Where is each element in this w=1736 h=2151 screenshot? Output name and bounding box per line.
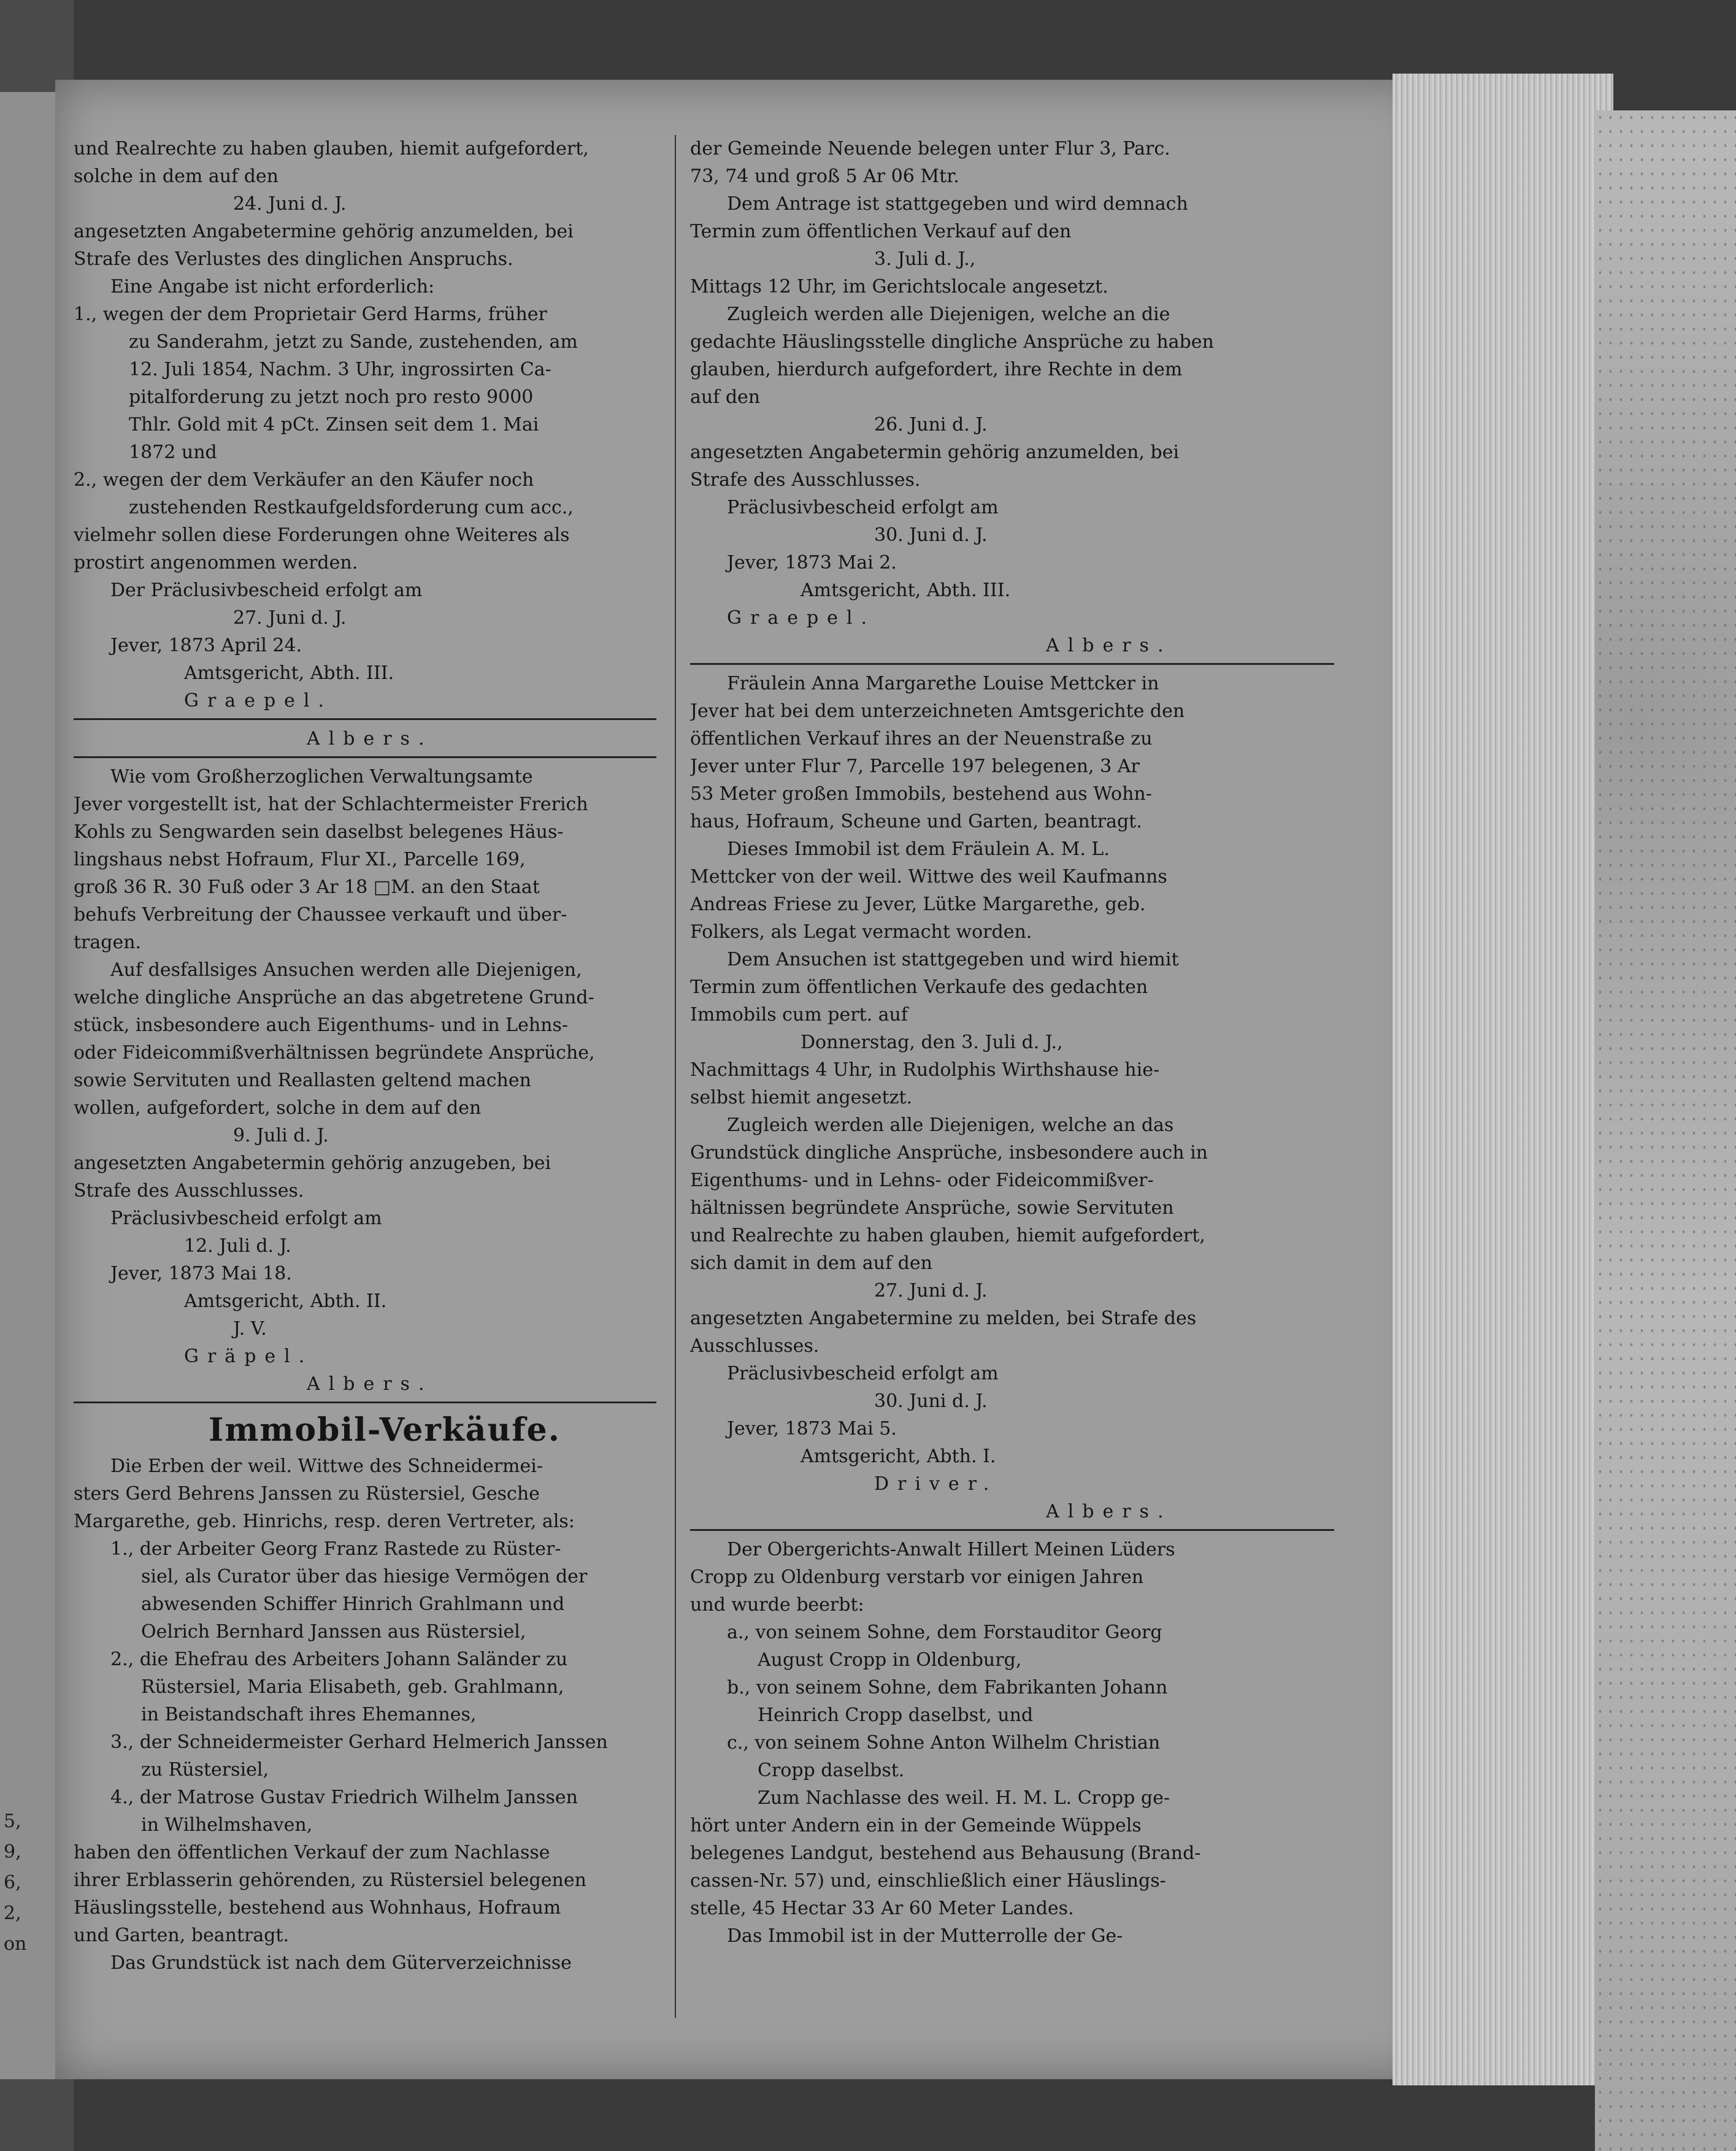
text-line: Häuslingsstelle, bestehend aus Wohnhaus, Hofraum <box>74 1897 561 1919</box>
text-line: Albers. <box>307 1373 433 1395</box>
separator-rule <box>74 756 656 758</box>
text-line: der Gemeinde Neuende belegen unter Flur 3, Parc. <box>690 138 1170 159</box>
text-line: zu Rüstersiel, <box>141 1759 269 1781</box>
text-line: Zugleich werden alle Diejenigen, welche an die <box>727 304 1170 325</box>
text-line: angesetzten Angabetermine zu melden, bei Strafe des <box>690 1308 1197 1329</box>
text-line: b., von seinem Sohne, dem Fabrikanten Johann <box>727 1677 1168 1698</box>
text-line: Nachmittags 4 Uhr, in Rudolphis Wirthshause hie- <box>690 1059 1160 1081</box>
text-line: selbst hiemit angesetzt. <box>690 1087 913 1108</box>
text-line: 4., der Matrose Gustav Friedrich Wilhelm Janssen <box>110 1787 578 1808</box>
text-line: zu Sanderahm, jetzt zu Sande, zustehenden, am <box>129 331 578 353</box>
text-line: Der Präclusivbescheid erfolgt am <box>110 580 423 601</box>
text-line: August Cropp in Oldenburg, <box>758 1649 1022 1671</box>
text-line: angesetzten Angabetermin gehörig anzumelden, bei <box>690 442 1179 463</box>
text-line: welche dingliche Ansprüche an das abgetretene Grund- <box>74 987 594 1008</box>
text-line: Jever, 1873 April 24. <box>110 635 302 656</box>
text-line: Jever, 1873 Mai 18. <box>110 1263 292 1284</box>
text-line: Zugleich werden alle Diejenigen, welche an das <box>727 1114 1174 1136</box>
text-line: Amtsgericht, Abth. III. <box>184 662 394 684</box>
text-line: Termin zum öffentlichen Verkauf auf den <box>690 221 1072 242</box>
text-line: Eine Angabe ist nicht erforderlich: <box>110 276 435 297</box>
right-column <box>690 135 1334 1950</box>
text-line: ihrer Erblasserin gehörenden, zu Rüstersiel belegenen <box>74 1869 586 1891</box>
text-line: und Garten, beantragt. <box>74 1925 290 1946</box>
text-line: Albers. <box>1046 635 1172 656</box>
text-line: Thlr. Gold mit 4 pCt. Zinsen seit dem 1. Mai <box>129 414 539 435</box>
text-line: und Realrechte zu haben glauben, hiemit aufgefordert, <box>690 1225 1205 1246</box>
text-line: Mettcker von der weil. Wittwe des weil Kaufmanns <box>690 866 1167 888</box>
text-line: Strafe des Ausschlusses. <box>690 469 921 491</box>
text-line: Graepel. <box>184 690 333 711</box>
text-line: tragen. <box>74 932 142 953</box>
text-line: Strafe des Verlustes des dinglichen Anspruchs. <box>74 248 513 270</box>
text-line: Präclusivbescheid erfolgt am <box>110 1208 382 1229</box>
section-heading: Immobil-Verkäufe. <box>209 1411 561 1449</box>
text-line: 12. Juli d. J. <box>184 1235 291 1257</box>
text-line: behufs Verbreitung der Chaussee verkauft und über- <box>74 904 567 926</box>
text-line: 3., der Schneidermeister Gerhard Helmerich Janssen <box>110 1731 608 1753</box>
text-line: in Wilhelmshaven, <box>141 1814 313 1836</box>
text-line: Amtsgericht, Abth. I. <box>801 1446 996 1467</box>
text-line: angesetzten Angabetermine gehörig anzumelden, bei <box>74 221 574 242</box>
text-line: 12. Juli 1854, Nachm. 3 Uhr, ingrossirten Ca- <box>129 359 551 380</box>
text-line: 26. Juni d. J. <box>874 414 988 435</box>
separator-rule <box>74 718 656 720</box>
text-line: Die Erben der weil. Wittwe des Schneidermei- <box>110 1455 543 1477</box>
text-line: stück, insbesondere auch Eigenthums- und in Lehns- <box>74 1014 569 1036</box>
text-line: stelle, 45 Hectar 33 Ar 60 Meter Landes. <box>690 1898 1074 1919</box>
text-line: 9. Juli d. J. <box>233 1125 329 1146</box>
prev-page-fragment: 6, <box>4 1872 21 1893</box>
text-line: 3. Juli d. J., <box>874 248 976 270</box>
text-line: Jever hat bei dem unterzeichneten Amtsgerichte den <box>690 700 1185 722</box>
text-line: 27. Juni d. J. <box>233 607 347 629</box>
text-line: Fräulein Anna Margarethe Louise Mettcker in <box>727 673 1159 694</box>
text-line: groß 36 R. 30 Fuß oder 3 Ar 18 □M. an den Staat <box>74 876 540 898</box>
text-line: Das Grundstück ist nach dem Güterverzeichnisse <box>110 1952 572 1974</box>
text-line: Cropp daselbst. <box>758 1760 905 1781</box>
text-line: 1., wegen der dem Proprietair Gerd Harms, früher <box>74 304 547 325</box>
text-line: wollen, aufgefordert, solche in dem auf den <box>74 1097 482 1119</box>
text-line: Kohls zu Sengwarden sein daselbst belegenes Häus- <box>74 821 564 843</box>
text-line: solche in dem auf den <box>74 166 278 187</box>
separator-rule <box>690 663 1334 665</box>
text-line: J. V. <box>233 1318 267 1340</box>
text-line: Jever unter Flur 7, Parcelle 197 belegenen, 3 Ar <box>690 756 1140 777</box>
text-line: Dieses Immobil ist dem Fräulein A. M. L. <box>727 838 1110 860</box>
text-line: Jever vorgestellt ist, hat der Schlachtermeister Frerich <box>74 794 588 815</box>
text-line: siel, als Curator über das hiesige Vermögen der <box>141 1566 588 1587</box>
text-line: hört unter Andern ein in der Gemeinde Wüppels <box>690 1815 1142 1836</box>
text-line: Immobils cum pert. auf <box>690 1004 908 1026</box>
text-line: haus, Hofraum, Scheune und Garten, beantragt. <box>690 811 1142 832</box>
text-line: prostirt angenommen werden. <box>74 552 358 573</box>
text-line: Präclusivbescheid erfolgt am <box>727 1363 999 1384</box>
text-line: Dem Ansuchen ist stattgegeben und wird hiemit <box>727 949 1179 970</box>
text-line: Heinrich Cropp daselbst, und <box>758 1704 1034 1726</box>
text-line: haben den öffentlichen Verkauf der zum Nachlasse <box>74 1842 550 1863</box>
text-line: belegenes Landgut, bestehend aus Behausung (Brand- <box>690 1842 1201 1864</box>
text-line: vielmehr sollen diese Forderungen ohne Weiteres als <box>74 524 570 546</box>
text-line: abwesenden Schiffer Hinrich Grahlmann und <box>141 1593 565 1615</box>
text-line: in Beistandschaft ihres Ehemannes, <box>141 1704 477 1725</box>
text-line: Albers. <box>307 728 433 750</box>
text-line: Amtsgericht, Abth. III. <box>801 580 1011 601</box>
text-line: und wurde beerbt: <box>690 1594 864 1616</box>
text-line: Amtsgericht, Abth. II. <box>184 1290 387 1312</box>
text-line: sich damit in dem auf den <box>690 1252 932 1274</box>
text-line: 24. Juni d. J. <box>233 193 347 215</box>
text-line: Albers. <box>1046 1501 1172 1522</box>
text-line: 27. Juni d. J. <box>874 1280 988 1302</box>
text-line: Eigenthums- und in Lehns- oder Fideicommißver- <box>690 1170 1154 1191</box>
page-edges <box>1392 74 1613 2085</box>
text-line: öffentlichen Verkauf ihres an der Neuenstraße zu <box>690 728 1153 750</box>
text-line: Ausschlusses. <box>690 1335 820 1357</box>
separator-rule <box>74 1401 656 1403</box>
text-line: Andreas Friese zu Jever, Lütke Margarethe, geb. <box>690 894 1146 915</box>
prev-page-fragment: 2, <box>4 1903 21 1924</box>
text-line: Oelrich Bernhard Janssen aus Rüstersiel, <box>141 1621 526 1643</box>
text-line: cassen-Nr. 57) und, einschließlich einer Häuslings- <box>690 1870 1166 1892</box>
cover-texture <box>1595 110 1736 2151</box>
text-line: glauben, hierdurch aufgefordert, ihre Rechte in dem <box>690 359 1183 380</box>
text-line: hältnissen begründete Ansprüche, sowie Servituten <box>690 1197 1174 1219</box>
text-line: Dem Antrage ist stattgegeben und wird demnach <box>727 193 1188 215</box>
text-line: oder Fideicommißverhältnissen begründete Ansprüche, <box>74 1042 595 1064</box>
text-line: Gräpel. <box>184 1346 313 1367</box>
prev-page-fragment: on <box>4 1933 27 1955</box>
text-line: 53 Meter großen Immobils, bestehend aus Wohn- <box>690 783 1152 805</box>
text-line: gedachte Häuslingsstelle dingliche Ansprüche zu haben <box>690 331 1214 353</box>
text-line: a., von seinem Sohne, dem Forstauditor Georg <box>727 1622 1162 1643</box>
text-line: lingshaus nebst Hofraum, Flur XI., Parcelle 169, <box>74 849 526 870</box>
text-line: Driver. <box>874 1473 998 1495</box>
text-line: Das Immobil ist in der Mutterrolle der Ge- <box>727 1925 1123 1947</box>
text-line: sowie Servituten und Reallasten geltend machen <box>74 1070 531 1091</box>
text-line: Strafe des Ausschlusses. <box>74 1180 304 1202</box>
text-line: Der Obergerichts-Anwalt Hillert Meinen Lüders <box>727 1539 1175 1560</box>
column-divider <box>675 135 676 2018</box>
text-line: Termin zum öffentlichen Verkaufe des gedachten <box>690 976 1148 998</box>
text-line: Donnerstag, den 3. Juli d. J., <box>801 1032 1063 1053</box>
text-line: Grundstück dingliche Ansprüche, insbesondere auch in <box>690 1142 1208 1164</box>
text-line: 2., die Ehefrau des Arbeiters Johann Saländer zu <box>110 1649 568 1670</box>
text-line: Graepel. <box>727 607 876 629</box>
text-line: und Realrechte zu haben glauben, hiemit aufgefordert, <box>74 138 589 159</box>
text-line: Präclusivbescheid erfolgt am <box>727 497 999 518</box>
text-line: Jever, 1873 Mai 2. <box>727 552 897 573</box>
prev-page-fragment: 5, <box>4 1811 21 1832</box>
text-line: zustehenden Restkaufgeldsforderung cum acc., <box>129 497 574 518</box>
previous-page-edge <box>0 92 58 2079</box>
text-line: 1., der Arbeiter Georg Franz Rastede zu Rüster- <box>110 1538 561 1560</box>
text-line: sters Gerd Behrens Janssen zu Rüstersiel, Gesche <box>74 1483 540 1505</box>
left-column <box>74 135 656 1977</box>
text-line: 1872 und <box>129 442 217 463</box>
text-line: Wie vom Großherzoglichen Verwaltungsamte <box>110 766 533 788</box>
text-line: c., von seinem Sohne Anton Wilhelm Christian <box>727 1732 1161 1754</box>
text-line: Folkers, als Legat vermacht worden. <box>690 921 1032 943</box>
text-line: Jever, 1873 Mai 5. <box>727 1418 897 1440</box>
text-line: 30. Juni d. J. <box>874 524 988 546</box>
text-line: 73, 74 und groß 5 Ar 06 Mtr. <box>690 166 959 187</box>
text-line: Margarethe, geb. Hinrichs, resp. deren Vertreter, als: <box>74 1511 575 1532</box>
text-line: Rüstersiel, Maria Elisabeth, geb. Grahlmann, <box>141 1676 564 1698</box>
prev-page-fragment: 9, <box>4 1841 21 1863</box>
text-line: auf den <box>690 386 761 408</box>
text-line: angesetzten Angabetermin gehörig anzugeben, bei <box>74 1152 551 1174</box>
text-line: Auf desfallsiges Ansuchen werden alle Diejenigen, <box>110 959 582 981</box>
text-line: 30. Juni d. J. <box>874 1390 988 1412</box>
text-line: 2., wegen der dem Verkäufer an den Käufer noch <box>74 469 534 491</box>
text-line: Zum Nachlasse des weil. H. M. L. Cropp ge- <box>758 1787 1170 1809</box>
text-line: Mittags 12 Uhr, im Gerichtslocale angesetzt. <box>690 276 1108 297</box>
text-line: Cropp zu Oldenburg verstarb vor einigen Jahren <box>690 1566 1144 1588</box>
text-line: pitalforderung zu jetzt noch pro resto 9000 <box>129 386 534 408</box>
separator-rule <box>690 1529 1334 1531</box>
